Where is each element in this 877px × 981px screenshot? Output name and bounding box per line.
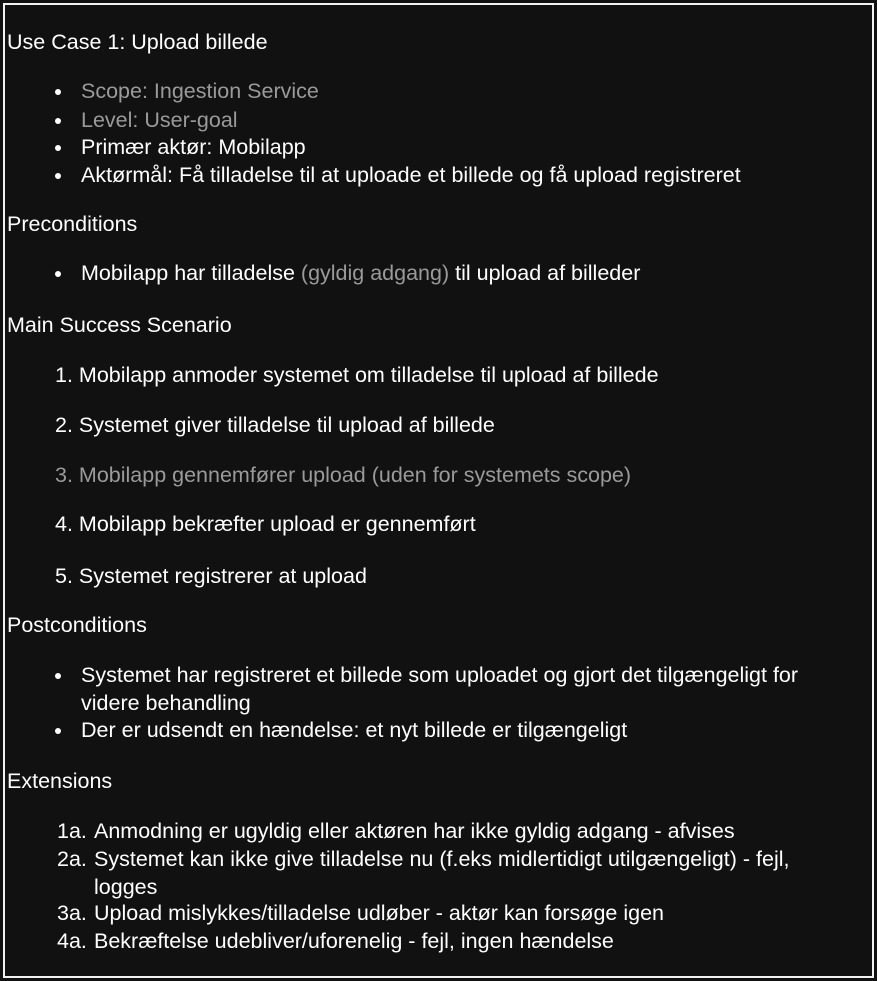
main-success-heading: Main Success Scenario	[7, 313, 232, 337]
step-number: 3.	[55, 463, 73, 487]
postcondition-item: Der er udsendt en hændelse: et nyt billede er tilgængeligt	[81, 716, 861, 744]
extension-item	[57, 899, 857, 927]
scope-item: Scope: Ingestion Service	[81, 77, 861, 105]
step-item	[55, 562, 367, 590]
preconditions-heading: Preconditions	[7, 212, 138, 236]
precondition-text-end: til upload af billeder	[455, 261, 641, 285]
primary-actor-item: Primær aktør: Mobilapp	[81, 133, 861, 161]
extension-item	[57, 817, 857, 845]
step-text: Mobilapp anmoder systemet om tilladelse til upload af billede	[78, 363, 659, 387]
extension-text: Anmodning er ugyldig eller aktøren har ikke gyldig adgang - afvises	[94, 819, 735, 843]
use-case-title: Use Case 1: Upload billede	[7, 30, 268, 54]
step-item	[55, 461, 631, 489]
step-number: 1.	[55, 363, 73, 387]
extension-text: Bekræftelse udebliver/uforenelig - fejl, ingen hændelse	[94, 929, 614, 953]
extension-number: 1a.	[57, 819, 87, 843]
step-number: 4.	[55, 512, 73, 536]
precondition-item	[81, 259, 861, 287]
step-text: Mobilapp bekræfter upload er gennemført	[78, 512, 476, 536]
postcondition-item: Systemet har registreret et billede som uploadet og gjort det tilgængeligt for videre behandling	[81, 661, 861, 717]
extension-item	[57, 927, 857, 955]
extensions-heading: Extensions	[7, 769, 113, 793]
extension-item	[57, 845, 857, 901]
step-item	[55, 510, 476, 538]
step-text: Systemet giver tilladelse til upload af billede	[78, 413, 495, 437]
step-text: Systemet registrerer at upload	[78, 564, 367, 588]
extension-text: Upload mislykkes/tilladelse udløber - aktør kan forsøge igen	[94, 901, 664, 925]
extension-number: 3a.	[57, 901, 87, 925]
step-item	[55, 361, 659, 389]
extension-number: 2a.	[57, 847, 87, 871]
extension-text: Systemet kan ikke give tilladelse nu (f.eks midlertidigt utilgængeligt) - fejl, logges	[94, 847, 790, 899]
level-item: Level: User-goal	[81, 106, 861, 134]
extension-number: 4a.	[57, 929, 87, 953]
postconditions-heading: Postconditions	[7, 613, 147, 637]
document-frame	[3, 3, 874, 978]
precondition-note: (gyldig adgang)	[300, 261, 450, 285]
step-text: Mobilapp gennemfører upload (uden for systemets scope)	[78, 463, 632, 487]
step-number: 5.	[55, 564, 73, 588]
step-item	[55, 411, 495, 439]
step-number: 2.	[55, 413, 73, 437]
actor-goal-item: Aktørmål: Få tilladelse til at uploade et billede og få upload registreret	[81, 161, 861, 189]
precondition-text-start: Mobilapp har tilladelse	[81, 261, 301, 285]
